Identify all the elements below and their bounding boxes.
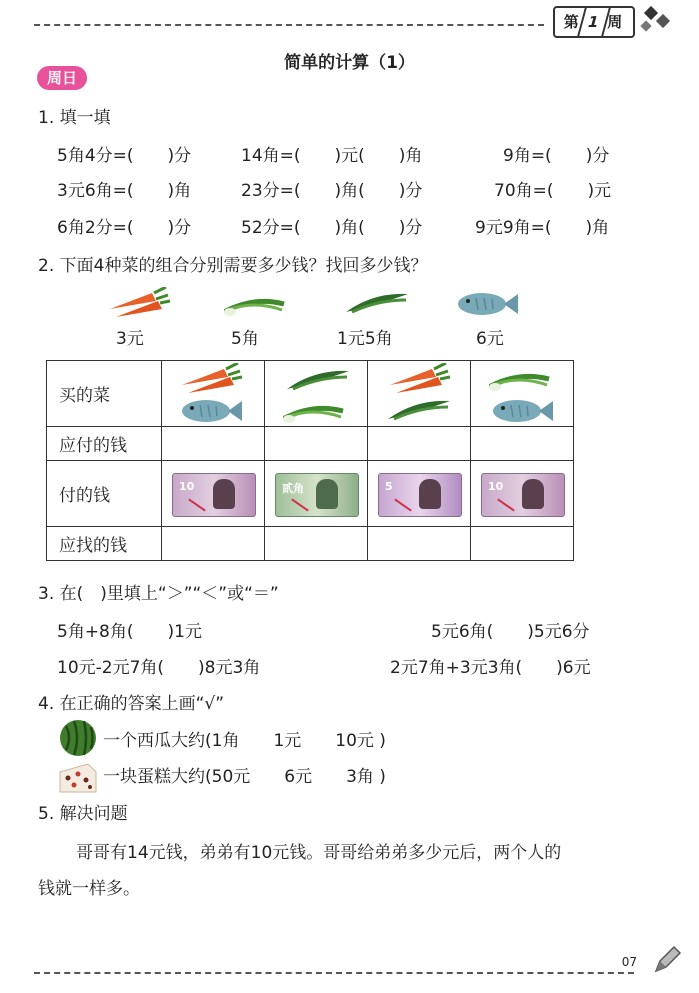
money-cell <box>471 461 574 527</box>
banknote-value: 10 <box>488 480 504 493</box>
table-row <box>47 461 574 527</box>
answer-cell[interactable] <box>471 427 574 461</box>
cucumber-icon <box>388 397 452 423</box>
q1-item: 9角=( )分 <box>503 146 610 166</box>
q3-item: 10元-2元7角( )8元3角 <box>57 658 261 678</box>
table-row <box>47 527 574 561</box>
banknote-icon <box>481 473 565 517</box>
answer-cell[interactable] <box>368 527 471 561</box>
row-label: 买的菜 <box>47 361 162 427</box>
carrot-price: 3元 <box>116 329 144 349</box>
week-label <box>553 6 635 38</box>
week-suffix: 周 <box>607 13 625 31</box>
week-prefix: 第 <box>563 13 581 31</box>
cucumber-icon <box>287 367 351 393</box>
combo-cell <box>471 361 574 427</box>
money-cell <box>265 461 368 527</box>
table-row <box>47 427 574 461</box>
row-label: 应找的钱 <box>47 527 162 561</box>
pencil-icon <box>652 945 682 975</box>
page-title: 简单的计算（1） <box>284 53 415 73</box>
banknote-value: 5 <box>385 480 393 493</box>
q1-item: 23分=( )角( )分 <box>241 181 423 201</box>
green-onion-icon <box>283 399 347 425</box>
money-cell <box>368 461 471 527</box>
answer-cell[interactable] <box>265 427 368 461</box>
q4-item: 一块蛋糕大约(50元 6元 3角 ) <box>103 767 386 787</box>
top-dashed-divider <box>34 24 544 26</box>
q2-heading: 2. 下面4种菜的组合分别需要多少钱？找回多少钱？ <box>38 256 428 276</box>
q5-text-line2: 钱就一样多。 <box>38 879 140 899</box>
cucumber-icon <box>346 290 410 316</box>
cucumber-price: 1元5角 <box>337 329 393 349</box>
q5-heading: 5. 解决问题 <box>38 804 128 824</box>
banknote-icon <box>275 473 359 517</box>
bottom-dashed-divider <box>34 972 634 974</box>
row-label: 应付的钱 <box>47 427 162 461</box>
green-onion-icon <box>224 292 288 318</box>
answer-cell[interactable] <box>368 427 471 461</box>
q1-heading: 1. 填一填 <box>38 108 111 128</box>
banknote-icon <box>172 473 256 517</box>
week-number: 1 <box>577 8 611 36</box>
cake-icon <box>58 760 98 796</box>
money-cell <box>162 461 265 527</box>
onion-price: 5角 <box>231 329 259 349</box>
page-number: 07 <box>621 955 637 969</box>
carrot-icon <box>108 287 172 321</box>
q3-item: 5元6角( )5元6分 <box>431 622 590 642</box>
table-row <box>47 361 574 427</box>
answer-cell[interactable] <box>162 527 265 561</box>
q1-item: 52分=( )角( )分 <box>241 218 423 238</box>
green-onion-icon <box>489 367 553 393</box>
banknote-value: 10 <box>179 480 195 493</box>
q1-item: 70角=( )元 <box>494 181 612 201</box>
q5-text-line1: 哥哥有14元钱，弟弟有10元钱。哥哥给弟弟多少元后，两个人的 <box>76 843 562 863</box>
answer-cell[interactable] <box>471 527 574 561</box>
answer-cell[interactable] <box>265 527 368 561</box>
q3-item: 2元7角+3元3角( )6元 <box>390 658 591 678</box>
watermelon-icon <box>58 718 98 758</box>
day-badge: 周日 <box>37 66 87 90</box>
q1-item: 14角=( )元( )角 <box>241 146 423 166</box>
fish-icon <box>180 399 244 425</box>
q4-item: 一个西瓜大约(1角 1元 10元 ) <box>103 731 386 751</box>
q3-heading: 3. 在( )里填上“＞”“＜”或“＝” <box>38 584 279 604</box>
combo-cell <box>368 361 471 427</box>
carrot-icon <box>180 363 244 395</box>
q1-item: 5角4分=( )分 <box>57 146 192 166</box>
carrot-icon <box>388 363 452 395</box>
diamond-decoration-icon <box>638 6 678 36</box>
row-label: 付的钱 <box>47 461 162 527</box>
banknote-icon <box>378 473 462 517</box>
combo-cell <box>162 361 265 427</box>
fish-icon <box>491 399 555 425</box>
fish-price: 6元 <box>476 329 504 349</box>
answer-cell[interactable] <box>162 427 265 461</box>
q1-item: 3元6角=( )角 <box>57 181 192 201</box>
q1-item: 9元9角=( )角 <box>475 218 610 238</box>
vegetable-table <box>46 360 574 561</box>
fish-icon <box>456 292 520 318</box>
q1-item: 6角2分=( )分 <box>57 218 192 238</box>
banknote-value: 贰角 <box>282 482 304 495</box>
q4-heading: 4. 在正确的答案上画“√” <box>38 694 225 714</box>
combo-cell <box>265 361 368 427</box>
q3-item: 5角+8角( )1元 <box>57 622 202 642</box>
